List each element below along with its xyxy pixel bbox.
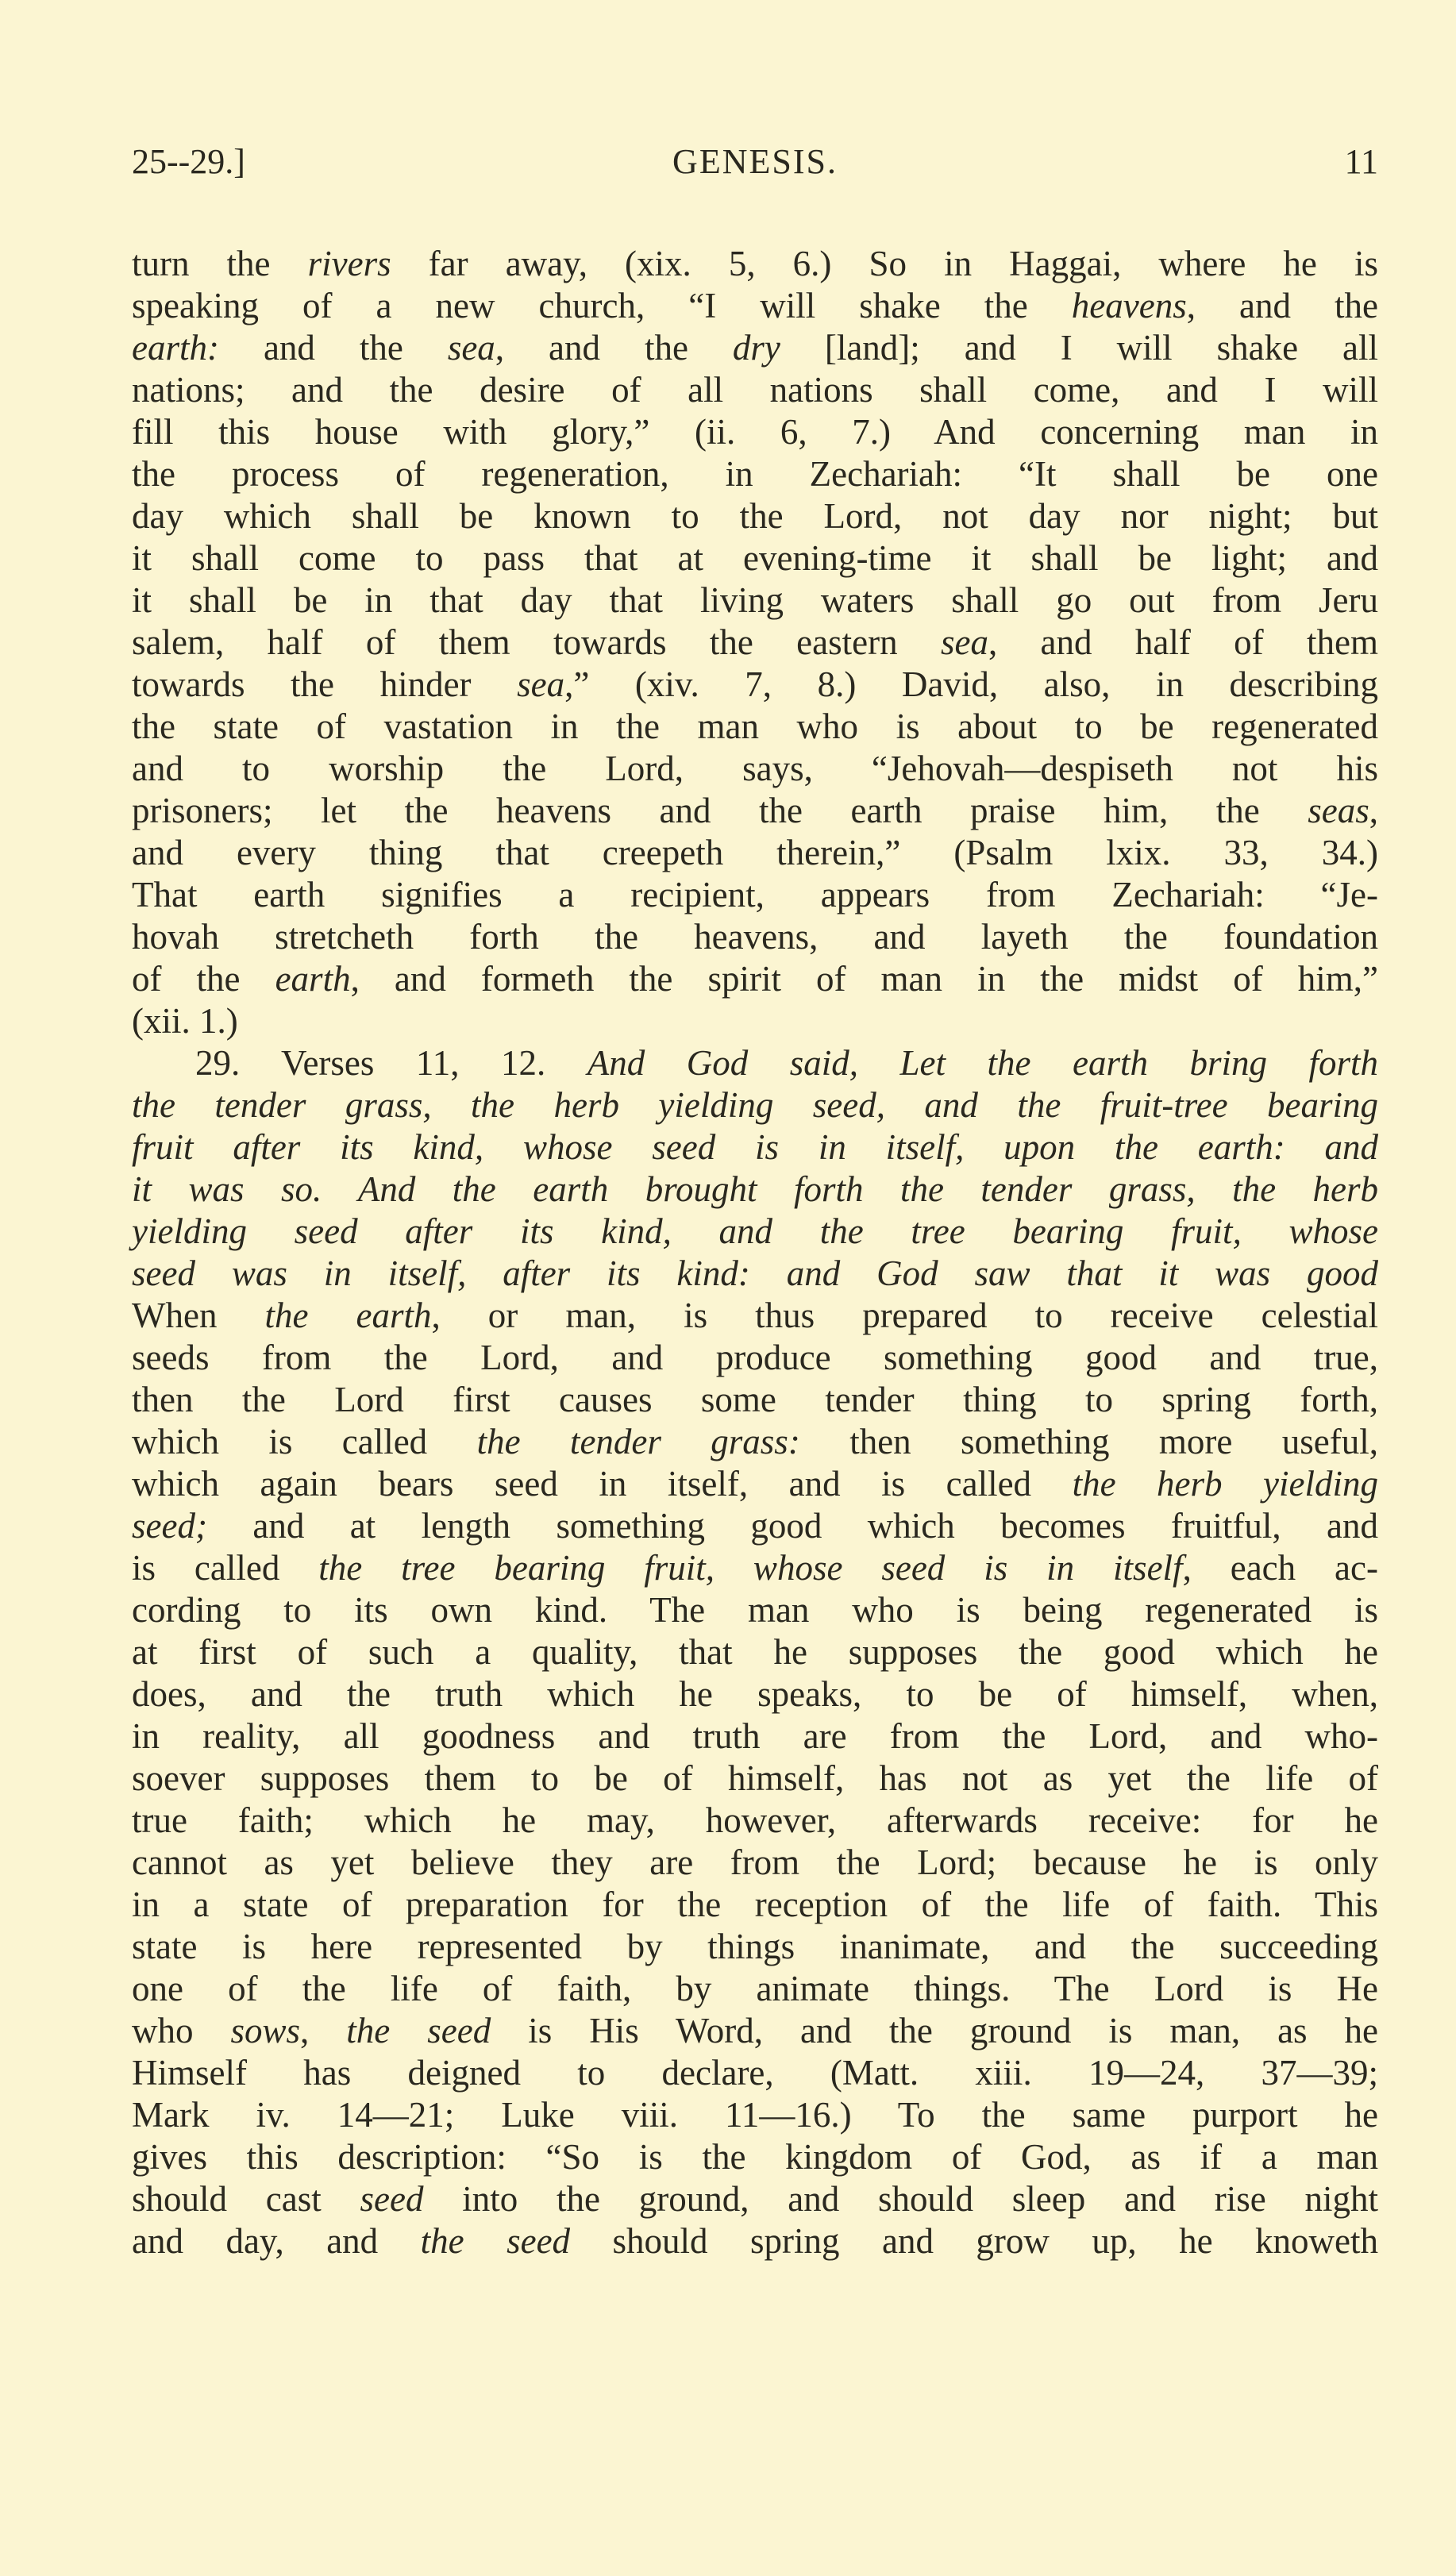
text-line	[132, 958, 1378, 1000]
text: which again bears seed in itself, and is called	[132, 1464, 1073, 1504]
italic-text: rivers	[307, 244, 391, 283]
text: far away, (xix. 5, 6.) So in Haggai, where he is	[391, 244, 1378, 283]
italic-text: sea	[447, 328, 495, 368]
text-line	[132, 1421, 1378, 1463]
text: then something more useful,	[799, 1422, 1378, 1461]
text-line	[132, 1926, 1378, 1968]
text: and to worship the Lord, says, “Jehovah—despiseth not his	[132, 749, 1378, 788]
text: state is here represented by things inanimate, and the succeeding	[132, 1927, 1378, 1966]
text: it shall come to pass that at evening-time it shall be light; and	[132, 538, 1378, 578]
text: When	[132, 1296, 265, 1335]
text: That earth signifies a recipient, appears from Zechariah: “Je-	[132, 875, 1378, 914]
text: gives this description: “So is the kingdom of God, as if a man	[132, 2137, 1378, 2177]
text-line	[132, 1631, 1378, 1673]
text-line	[132, 1169, 1378, 1211]
text: , and half of them	[988, 622, 1378, 662]
text-line	[132, 369, 1378, 411]
text-line	[132, 1084, 1378, 1126]
text-line	[132, 622, 1378, 664]
running-header	[132, 141, 1378, 189]
text: and day, and	[132, 2221, 421, 2261]
text-line	[132, 916, 1378, 958]
text-line	[132, 1715, 1378, 1758]
italic-text: the tree bearing fruit, whose seed is in itself	[318, 1548, 1183, 1588]
text: , and the	[495, 328, 733, 368]
italic-text: the herb yielding	[1072, 1464, 1378, 1504]
text: nations; and the desire of all nations shall come, and I will	[132, 370, 1378, 410]
italic-text: it was so. And the earth brought forth the tender grass, the herb	[132, 1169, 1378, 1209]
text-line	[132, 495, 1378, 537]
italic-text: seas	[1308, 791, 1369, 830]
text: cording to its own kind. The man who is being regenerated is	[132, 1590, 1378, 1630]
text-line	[132, 1968, 1378, 2010]
text: is His Word, and the ground is man, as he	[491, 2011, 1379, 2050]
text-line	[132, 1211, 1378, 1253]
text-line	[132, 580, 1378, 622]
text: should spring and grow up, he knoweth	[570, 2221, 1379, 2261]
text: fill this house with glory,” (ii. 6, 7.) And concerning man in	[132, 412, 1378, 452]
text: at first of such a quality, that he supposes the good which he	[132, 1632, 1378, 1672]
verse-range: 25--29.]	[132, 142, 245, 181]
text-line	[132, 1126, 1378, 1169]
book-title: GENESIS.	[672, 142, 838, 181]
text-line	[132, 2136, 1378, 2178]
text: hovah stretcheth forth the heavens, and layeth the foundation	[132, 917, 1378, 957]
text: , and formeth the spirit of man in the midst of him,”	[350, 959, 1378, 999]
text: one of the life of faith, by animate things. The Lord is He	[132, 1969, 1378, 2008]
text-line	[132, 285, 1378, 327]
text: the state of vastation in the man who is about to be regenerated	[132, 707, 1378, 746]
italic-text: heavens	[1071, 286, 1187, 325]
text: turn the	[132, 244, 308, 283]
text: and at length something good which becomes fruitful, and	[206, 1506, 1378, 1546]
text: 29. Verses 11, 12.	[195, 1043, 587, 1083]
text: and the	[218, 328, 448, 368]
italic-text: seed	[360, 2179, 424, 2219]
text-line	[132, 706, 1378, 748]
text: and every thing that creepeth therein,” (Psalm lxix. 33, 34.)	[132, 833, 1378, 872]
italic-text: dry	[732, 328, 780, 368]
text: speaking of a new church, “I will shake the	[132, 286, 1072, 325]
text: Himself has deigned to declare, (Matt. xiii. 19—24, 37—39;	[132, 2053, 1378, 2093]
text-line	[132, 1379, 1378, 1421]
text-line	[132, 453, 1378, 495]
text: does, and the truth which he speaks, to be of himself, when,	[132, 1674, 1378, 1714]
text-line	[132, 2178, 1378, 2220]
text: in reality, all goodness and truth are from the Lord, and who-	[132, 1716, 1378, 1756]
text-line	[132, 1589, 1378, 1631]
italic-text: the tender grass:	[476, 1422, 800, 1461]
text-line	[132, 2094, 1378, 2136]
italic-text: earth	[275, 959, 351, 999]
italic-text: the earth	[264, 1296, 432, 1335]
text: (xii. 1.)	[132, 1001, 238, 1041]
text: towards the hinder	[132, 664, 518, 704]
text-line	[132, 1463, 1378, 1505]
text-line	[132, 1505, 1378, 1547]
text: Mark iv. 14—21; Luke viii. 11—16.) To the same purport he	[132, 2095, 1378, 2135]
text-line	[132, 537, 1378, 580]
italic-text: seed;	[132, 1506, 207, 1546]
text: salem, half of them towards the eastern	[132, 622, 941, 662]
text: ,	[300, 2011, 347, 2050]
italic-text: sea	[517, 664, 565, 704]
text: , or man, is thus prepared to receive celestial	[431, 1296, 1379, 1335]
text-line	[132, 664, 1378, 706]
text-line	[132, 1884, 1378, 1926]
text-line	[132, 1547, 1378, 1589]
text-line	[132, 2010, 1378, 2052]
text-line	[132, 874, 1378, 916]
text: in a state of preparation for the reception of the life of faith. This	[132, 1885, 1378, 1924]
text: should cast	[132, 2179, 360, 2219]
text-line	[132, 1253, 1378, 1295]
text-line	[132, 327, 1378, 369]
text-line	[132, 790, 1378, 832]
italic-text: seed was in itself, after its kind: and God saw that it was good	[132, 1253, 1378, 1293]
text: soever supposes them to be of himself, has not as yet the life of	[132, 1758, 1378, 1798]
text: is called	[132, 1548, 319, 1588]
text-line	[132, 832, 1378, 874]
text: seeds from the Lord, and produce something good and true,	[132, 1338, 1378, 1377]
text: into the ground, and should sleep and rise night	[423, 2179, 1378, 2219]
body-text	[132, 243, 1378, 2262]
italic-text: earth:	[132, 328, 219, 368]
text-line	[132, 1673, 1378, 1715]
text-line	[132, 1042, 1378, 1084]
text: , each ac-	[1182, 1548, 1378, 1588]
italic-text: the tender grass, the herb yielding seed, and the fruit-tree bearing	[132, 1085, 1378, 1125]
text-line	[132, 2220, 1378, 2262]
text: the process of regeneration, in Zechariah: “It shall be one	[132, 454, 1378, 494]
text: [land]; and I will shake all	[780, 328, 1378, 368]
italic-text: the seed	[346, 2011, 491, 2050]
text: which is called	[132, 1422, 477, 1461]
italic-text: fruit after its kind, whose seed is in itself, upon the earth: and	[132, 1127, 1378, 1167]
italic-text: yielding seed after its kind, and the tree bearing fruit, whose	[132, 1211, 1378, 1251]
text-line	[132, 748, 1378, 790]
text-line	[132, 411, 1378, 453]
text-line	[132, 1842, 1378, 1884]
text: who	[132, 2011, 231, 2050]
text: ,	[1369, 791, 1378, 830]
text: , and the	[1186, 286, 1378, 325]
text: of the	[132, 959, 275, 999]
text: cannot as yet believe they are from the Lord; because he is only	[132, 1842, 1378, 1882]
italic-text: the seed	[420, 2221, 571, 2261]
italic-text: sea	[940, 622, 988, 662]
text-line	[132, 243, 1378, 285]
text-line	[132, 1800, 1378, 1842]
text: it shall be in that day that living waters shall go out from Jeru	[132, 580, 1378, 620]
page-number: 11	[1344, 142, 1378, 181]
text-line	[132, 1337, 1378, 1379]
text-line	[132, 1758, 1378, 1800]
text-line	[132, 1295, 1378, 1337]
text: ,” (xiv. 7, 8.) David, also, in describing	[564, 664, 1378, 704]
text: true faith; which he may, however, afterwards receive: for he	[132, 1800, 1378, 1840]
text: then the Lord first causes some tender thing to spring forth,	[132, 1380, 1378, 1419]
text-line	[132, 2052, 1378, 2094]
italic-text: sows	[230, 2011, 301, 2050]
text: day which shall be known to the Lord, not day nor night; but	[132, 496, 1378, 536]
italic-text: And God said, Let the earth bring forth	[587, 1043, 1379, 1083]
text-line	[132, 1000, 1378, 1042]
text: prisoners; let the heavens and the earth praise him, the	[132, 791, 1308, 830]
